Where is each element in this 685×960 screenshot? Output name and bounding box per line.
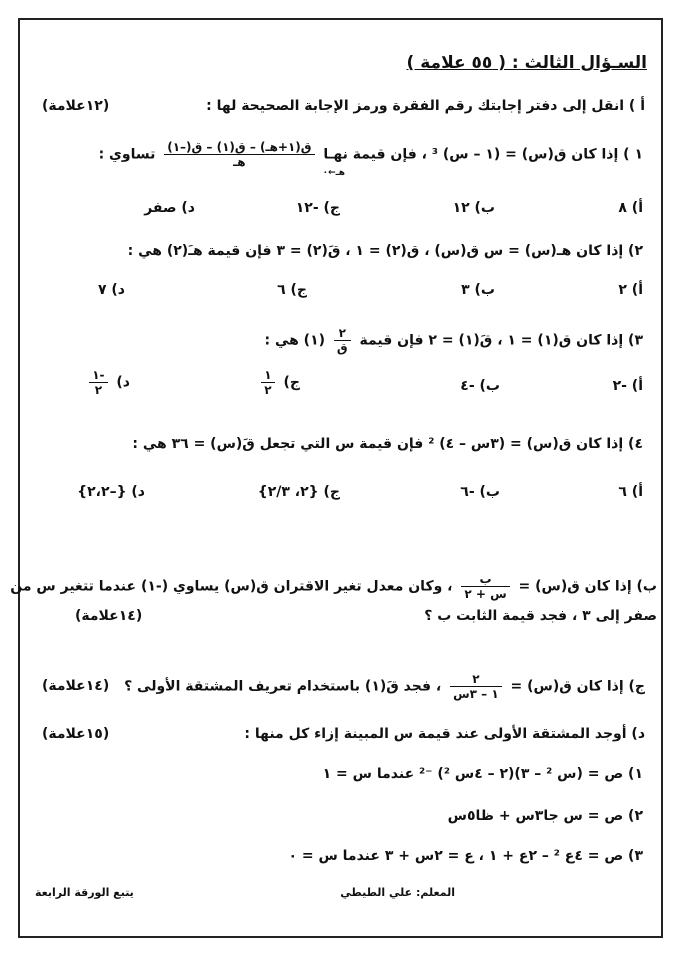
part-b-fraction — [461, 572, 509, 601]
q3-option-c-num: ١ — [261, 368, 274, 383]
q3-option-c-den: ٢ — [264, 383, 272, 397]
q1-text — [99, 140, 643, 169]
q4-option-c: ج) {٢، ٢/٣} — [257, 484, 340, 500]
part-a-instruction: أ ) انقل إلى دفتر إجابتك رقم الفقرة ورمز الإجابة الصحيحة لها : — [206, 98, 645, 114]
q2-option-d: د) ٧ — [97, 282, 125, 298]
q1-text-end: تساوي : — [98, 146, 156, 163]
part-d-item-1: ١) ص = (س ² – ٣)(٢ – ٤س ²) ⁻² عندما س = ١ — [322, 766, 643, 782]
q1-fraction — [164, 140, 314, 169]
q3-option-d-num: -١ — [89, 368, 107, 383]
part-c-frac-num: ٢ — [450, 672, 502, 687]
q3-fraction — [334, 326, 351, 355]
q2-option-c: ج) ٦ — [277, 282, 307, 298]
q3-text — [264, 326, 643, 355]
part-c-text-start: ج) إذا كان ق(س) = — [510, 678, 645, 695]
q1-frac-num: ق(١+هـ) – ق(١) – ق(–١) — [164, 140, 314, 155]
q3-option-d-den: ٢ — [94, 383, 103, 397]
q4-text: ٤) إذا كان ق(س) = (٣س – ٤) ² فإن قيمة س التي تجعل قَ(س) = ٣٦ هي : — [132, 436, 643, 452]
q1-option-c: ج) -١٢ — [295, 200, 340, 216]
part-c-fraction — [450, 672, 502, 701]
q1-option-b: ب) ١٢ — [452, 200, 495, 216]
part-a-marks: (١٢علامة) — [42, 98, 110, 114]
q2-option-b: ب) ٣ — [461, 282, 495, 298]
part-b-text — [10, 572, 657, 601]
part-c-text — [124, 672, 645, 701]
q1-text-start: ١ ) إذا كان ق(س) = (١ – س) ³ ، فإن قيمة نهـا — [323, 146, 643, 163]
q3-option-b: ب) -٤ — [460, 378, 500, 394]
part-d-item-2: ٢) ص = س جا٣س + ظا٥س — [447, 808, 643, 824]
q3-text-start: ٣) إذا كان ق(١) = ١ ، قَ(١) = ٢ فإن قيمة — [359, 332, 643, 349]
q4-option-b: ب) -٦ — [460, 484, 500, 500]
q1-limit-subscript: هـ←٠ — [322, 168, 345, 178]
q3-frac-num: ٢ — [334, 326, 351, 341]
q2-text: ٢) إذا كان هـ(س) = س ق(س) ، ق(٢) = ١ ، قَ(٢) = ٣ فإن قيمة هـَ(٢) هي : — [127, 243, 643, 259]
q4-option-a: أ) ٦ — [618, 484, 643, 500]
footer-next-page: يتبع الورقة الرابعة — [35, 886, 134, 899]
part-b-frac-den: س + ٢ — [464, 587, 507, 601]
q3-option-d — [85, 368, 130, 397]
footer-teacher: المعلم: علي الطيطي — [340, 886, 455, 899]
q2-option-a: أ) ٢ — [618, 282, 643, 298]
q3-option-c-fraction — [261, 368, 274, 397]
q3-text-end: (١) هي : — [264, 332, 326, 349]
page-title: السـؤال الثالث : ( ٥٥ علامة ) — [406, 53, 647, 73]
q4-option-d: د) {–٢،٢} — [77, 484, 145, 500]
q3-option-d-fraction — [89, 368, 107, 397]
q1-frac-den: هـ — [233, 155, 246, 169]
part-d-marks: (١٥علامة) — [42, 726, 110, 742]
part-b-line2: صفر إلى ٣ ، فجد قيمة الثابت ب ؟ — [424, 608, 657, 624]
part-b-text-start: ب) إذا كان ق(س) = — [518, 578, 657, 595]
part-b-frac-num: ب — [461, 572, 509, 587]
part-c-text-end: ، فجد قَ(١) باستخدام تعريف المشتقة الأولى ؟ — [124, 678, 442, 695]
q3-option-c-label: ج) — [283, 374, 300, 391]
q3-option-a: أ) -٢ — [612, 378, 643, 394]
part-b-text-end: ، وكان معدل تغير الاقتران ق(س) يساوي (-١) عندما تتغير س من — [10, 578, 453, 595]
q3-option-c — [257, 368, 300, 397]
q3-option-d-label: د) — [116, 374, 130, 391]
q1-option-d: د) صفر — [144, 200, 195, 216]
part-d-item-3: ٣) ص = ٤ع ² – ٢ع + ١ ، ع = ٢س + ٣ عندما س = ٠ — [288, 848, 643, 864]
part-c-frac-den: ١ – ٣س — [453, 687, 499, 701]
part-b-marks: (١٤علامة) — [75, 608, 143, 624]
part-c-marks: (١٤علامة) — [42, 678, 110, 694]
q1-option-a: أ) ٨ — [618, 200, 643, 216]
q3-frac-den: ق — [336, 341, 348, 355]
part-d-instruction: د) أوجد المشتقة الأولى عند قيمة س المبينة إزاء كل منها : — [244, 726, 645, 742]
